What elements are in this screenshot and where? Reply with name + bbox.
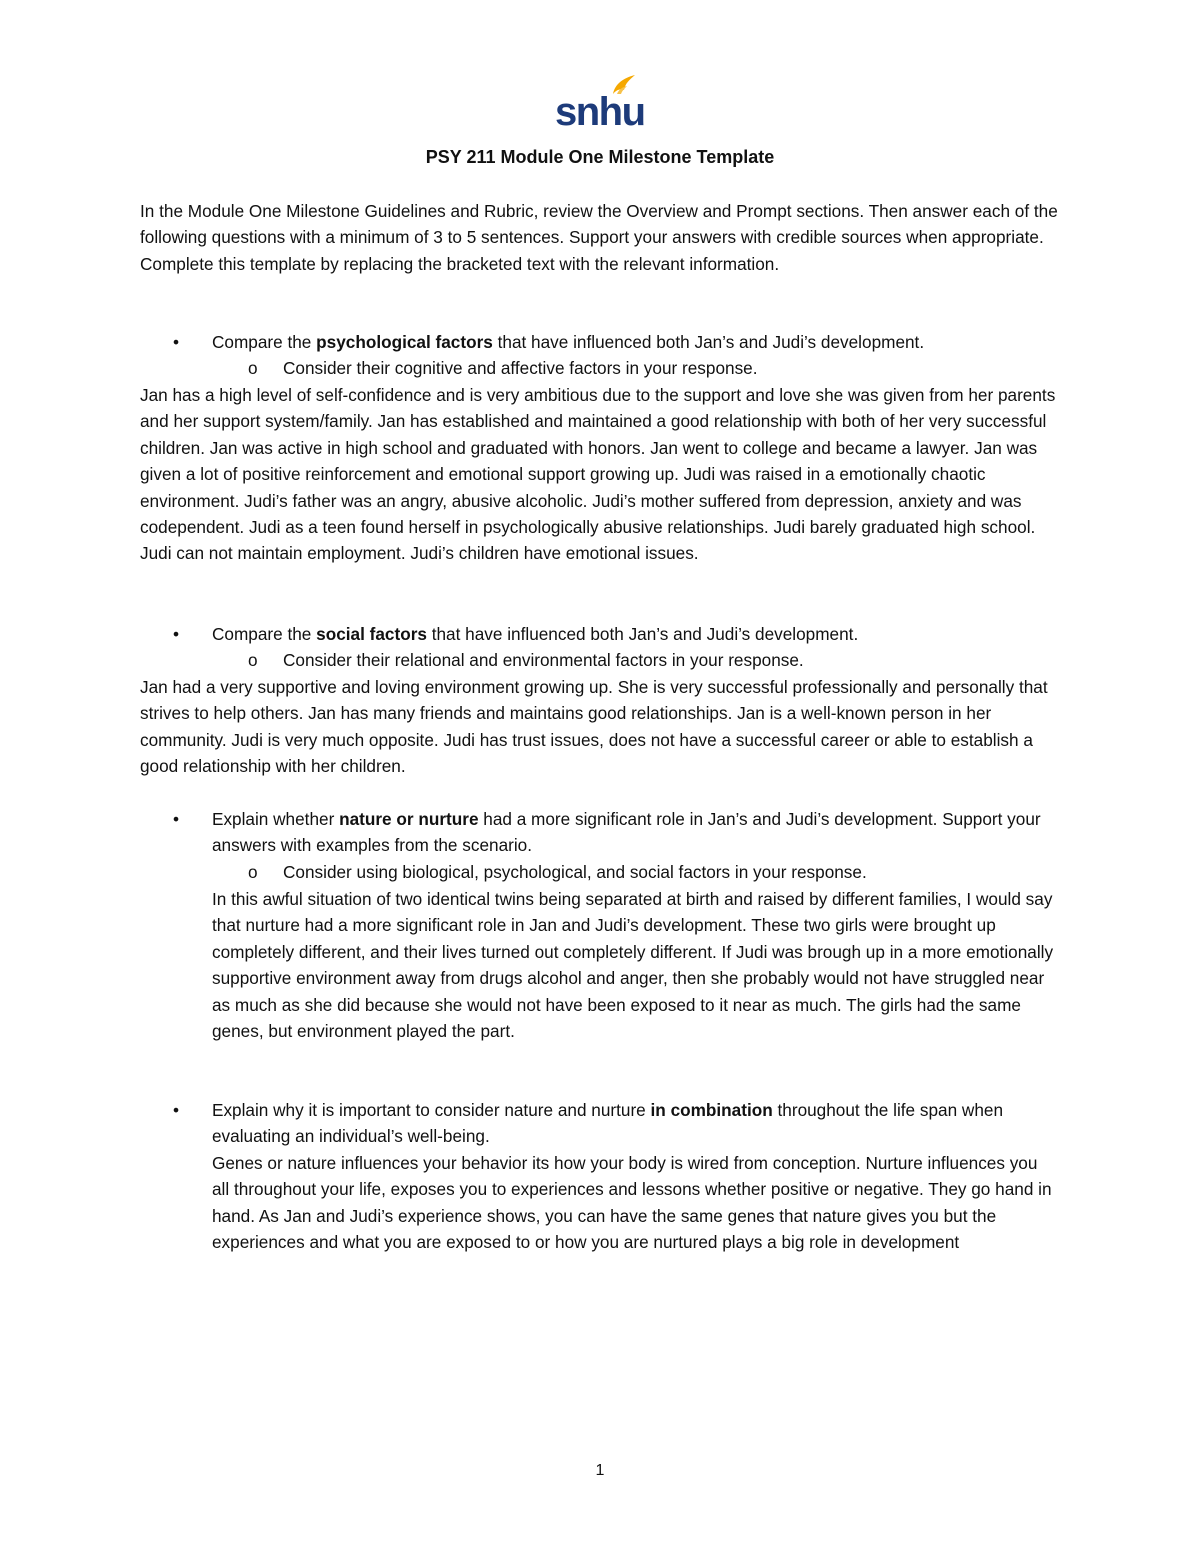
answer-2: Jan had a very supportive and loving environment growing up. She is very successful professionally and personally that strives to help others. Jan has many friends and maintains good relationships. Jan is a well-known person in her community. Judi is very much opposite. Judi has trust issues, does not have a successful career or able to establish a good relationship with her children. (140, 677, 1048, 777)
snhu-logo (555, 72, 645, 134)
answer-1: Jan has a high level of self-confidence and is very ambitious due to the support and love she was given from her parents and her support system/family. Jan has established and maintained a good relationship with both of her very successful children. Jan was active in high school and graduated with honors. Jan went to college and became a lawyer. Jan was given a lot of positive reinforcement and emotional support growing up. Judi was raised in a emotionally chaotic environment. Judi’s father was an angry, abusive alcoholic. Judi’s mother suffered from depression, anxiety and was codependent. Judi as a teen found herself in psychologically abusive relationships. Judi barely graduated high school. Judi can not maintain employment. Judi’s children have emotional issues. (140, 385, 1056, 564)
page-number: 1 (595, 1462, 605, 1479)
page-title: PSY 211 Module One Milestone Template (425, 147, 775, 167)
question-1-text: Compare the psychological factors that have influenced both Jan’s and Judi’s development. (212, 332, 925, 352)
bullet-icon: • (173, 1100, 180, 1120)
intro-paragraph: In the Module One Milestone Guidelines and Rubric, review the Overview and Prompt sections. Then answer each of the following questions with a minimum of 3 to 5 sentences. Support your answers with credible sources when appropriate. Complete this template by replacing the bracketed text with the relevant information. (140, 201, 1058, 274)
answer-3: In this awful situation of two identical twins being separated at birth and raised by different families, I would say that nurture had a more significant role in Jan and Judi’s development. These two girls were brought up completely different, and their lives turned out completely different. If Judi was brough up in a more emotionally supportive environment away from drugs alcohol and anger, then she probably would not have struggled near as much as she did because she would not have been exposed to it near as much. The girls had the same genes, but environment played the part. (212, 889, 1054, 1042)
question-3-text: Explain whether nature or nurture had a more significant role in Jan’s and Judi’s development. Support your answers with examples from the scenario. (212, 809, 1041, 856)
document-page: snhu PSY 211 Module One Milestone Template In the Module One Milestone Guidelines and Rubric, review the Overview and Prompt sections. Then answer each of the following questions with a minimum of 3 to 5 sentences. Support your answers with credible sources when appropriate. Complete this template by replacing the bracketed text with the relevant information. • Compare the psychological factors that have influenced both Jan’s and Judi’s development. o Consider their cognitive and affective factors in your response. Jan has a high level of self-confidence and is very ambitious due to the support and love she was given from her parents and her support system/family. Jan has established and maintained a good relationship with both of her very successful children. Jan was active in high school and graduated with honors. Jan went to college and became a lawyer. Jan was given a lot of positive reinforcement and emotional support growing up. Judi was raised in a emotionally chaotic environment. Judi’s father was an angry, abusive alcoholic. Judi’s mother suffered from depression, anxiety and was codependent. Judi as a teen found herself in psychologically abusive relationships. Judi barely graduated high school. Judi can not maintain employment. Judi’s children have emotional issues. • Compare the social factors that have influenced both Jan’s and Judi’s development. o Consider their relational and environmental factors in your response. Jan had a very supportive and loving environment growing up. She is very successful professionally and personally that strives to help others. Jan has many friends and maintains good relationships. Jan is a well-known person in her community. Judi is very much opposite. Judi has trust issues, does not have a successful career or able to establish a good relationship with her children. • Explain whether nature or nurture had a more significant role in Jan’s and Judi’s development. Support your answers with examples from the scenario. o Consider using biological, psychological, and social factors in your response. In this awful situation of two identical twins being separated at birth and raised by different families, I would say that nurture had a more significant role in Jan and Judi’s development. These two girls were brought up completely different, and their lives turned out completely different. If Judi was brough up in a more emotionally supportive environment away from drugs alcohol and anger, then she probably would not have struggled near as much as she did because she would not have been exposed to it near as much. The girls had the same genes, but environment played the part. • Explain why it is important to consider nature and nurture in combination throughout the life span when evaluating an individual’s well-being. Genes or nature influences your behavior its how your body is wired from conception. Nurture influences you all throughout your life, exposes you to experiences and lessons whether positive or negative. They go hand in hand. As Jan and Judi’s experience shows, you can have the same genes that nature gives you but the experiences and what you are exposed to or how you are nurtured plays a big role in development 1 (0, 0, 1200, 1553)
sub-bullet-icon: o (248, 862, 258, 882)
sub-bullet-icon: o (248, 358, 258, 378)
bullet-icon: • (173, 809, 180, 829)
bullet-icon: • (173, 332, 180, 352)
question-4-text: Explain why it is important to consider nature and nurture in combination throughout the life span when evaluating an individual’s well-being. (212, 1100, 1004, 1147)
answer-4: Genes or nature influences your behavior its how your body is wired from conception. Nurture influences you all throughout your life, exposes you to experiences and lessons whether positive or negative. They go hand in hand. As Jan and Judi’s experience shows, you can have the same genes that nature gives you but the experiences and what you are exposed to or how you are nurtured plays a big role in development (212, 1153, 1052, 1253)
bullet-icon: • (173, 624, 180, 644)
question-2-text: Compare the social factors that have influenced both Jan’s and Judi’s development. (212, 624, 859, 644)
logo-wordmark: snhu (555, 90, 645, 134)
sub-bullet-icon: o (248, 650, 258, 670)
